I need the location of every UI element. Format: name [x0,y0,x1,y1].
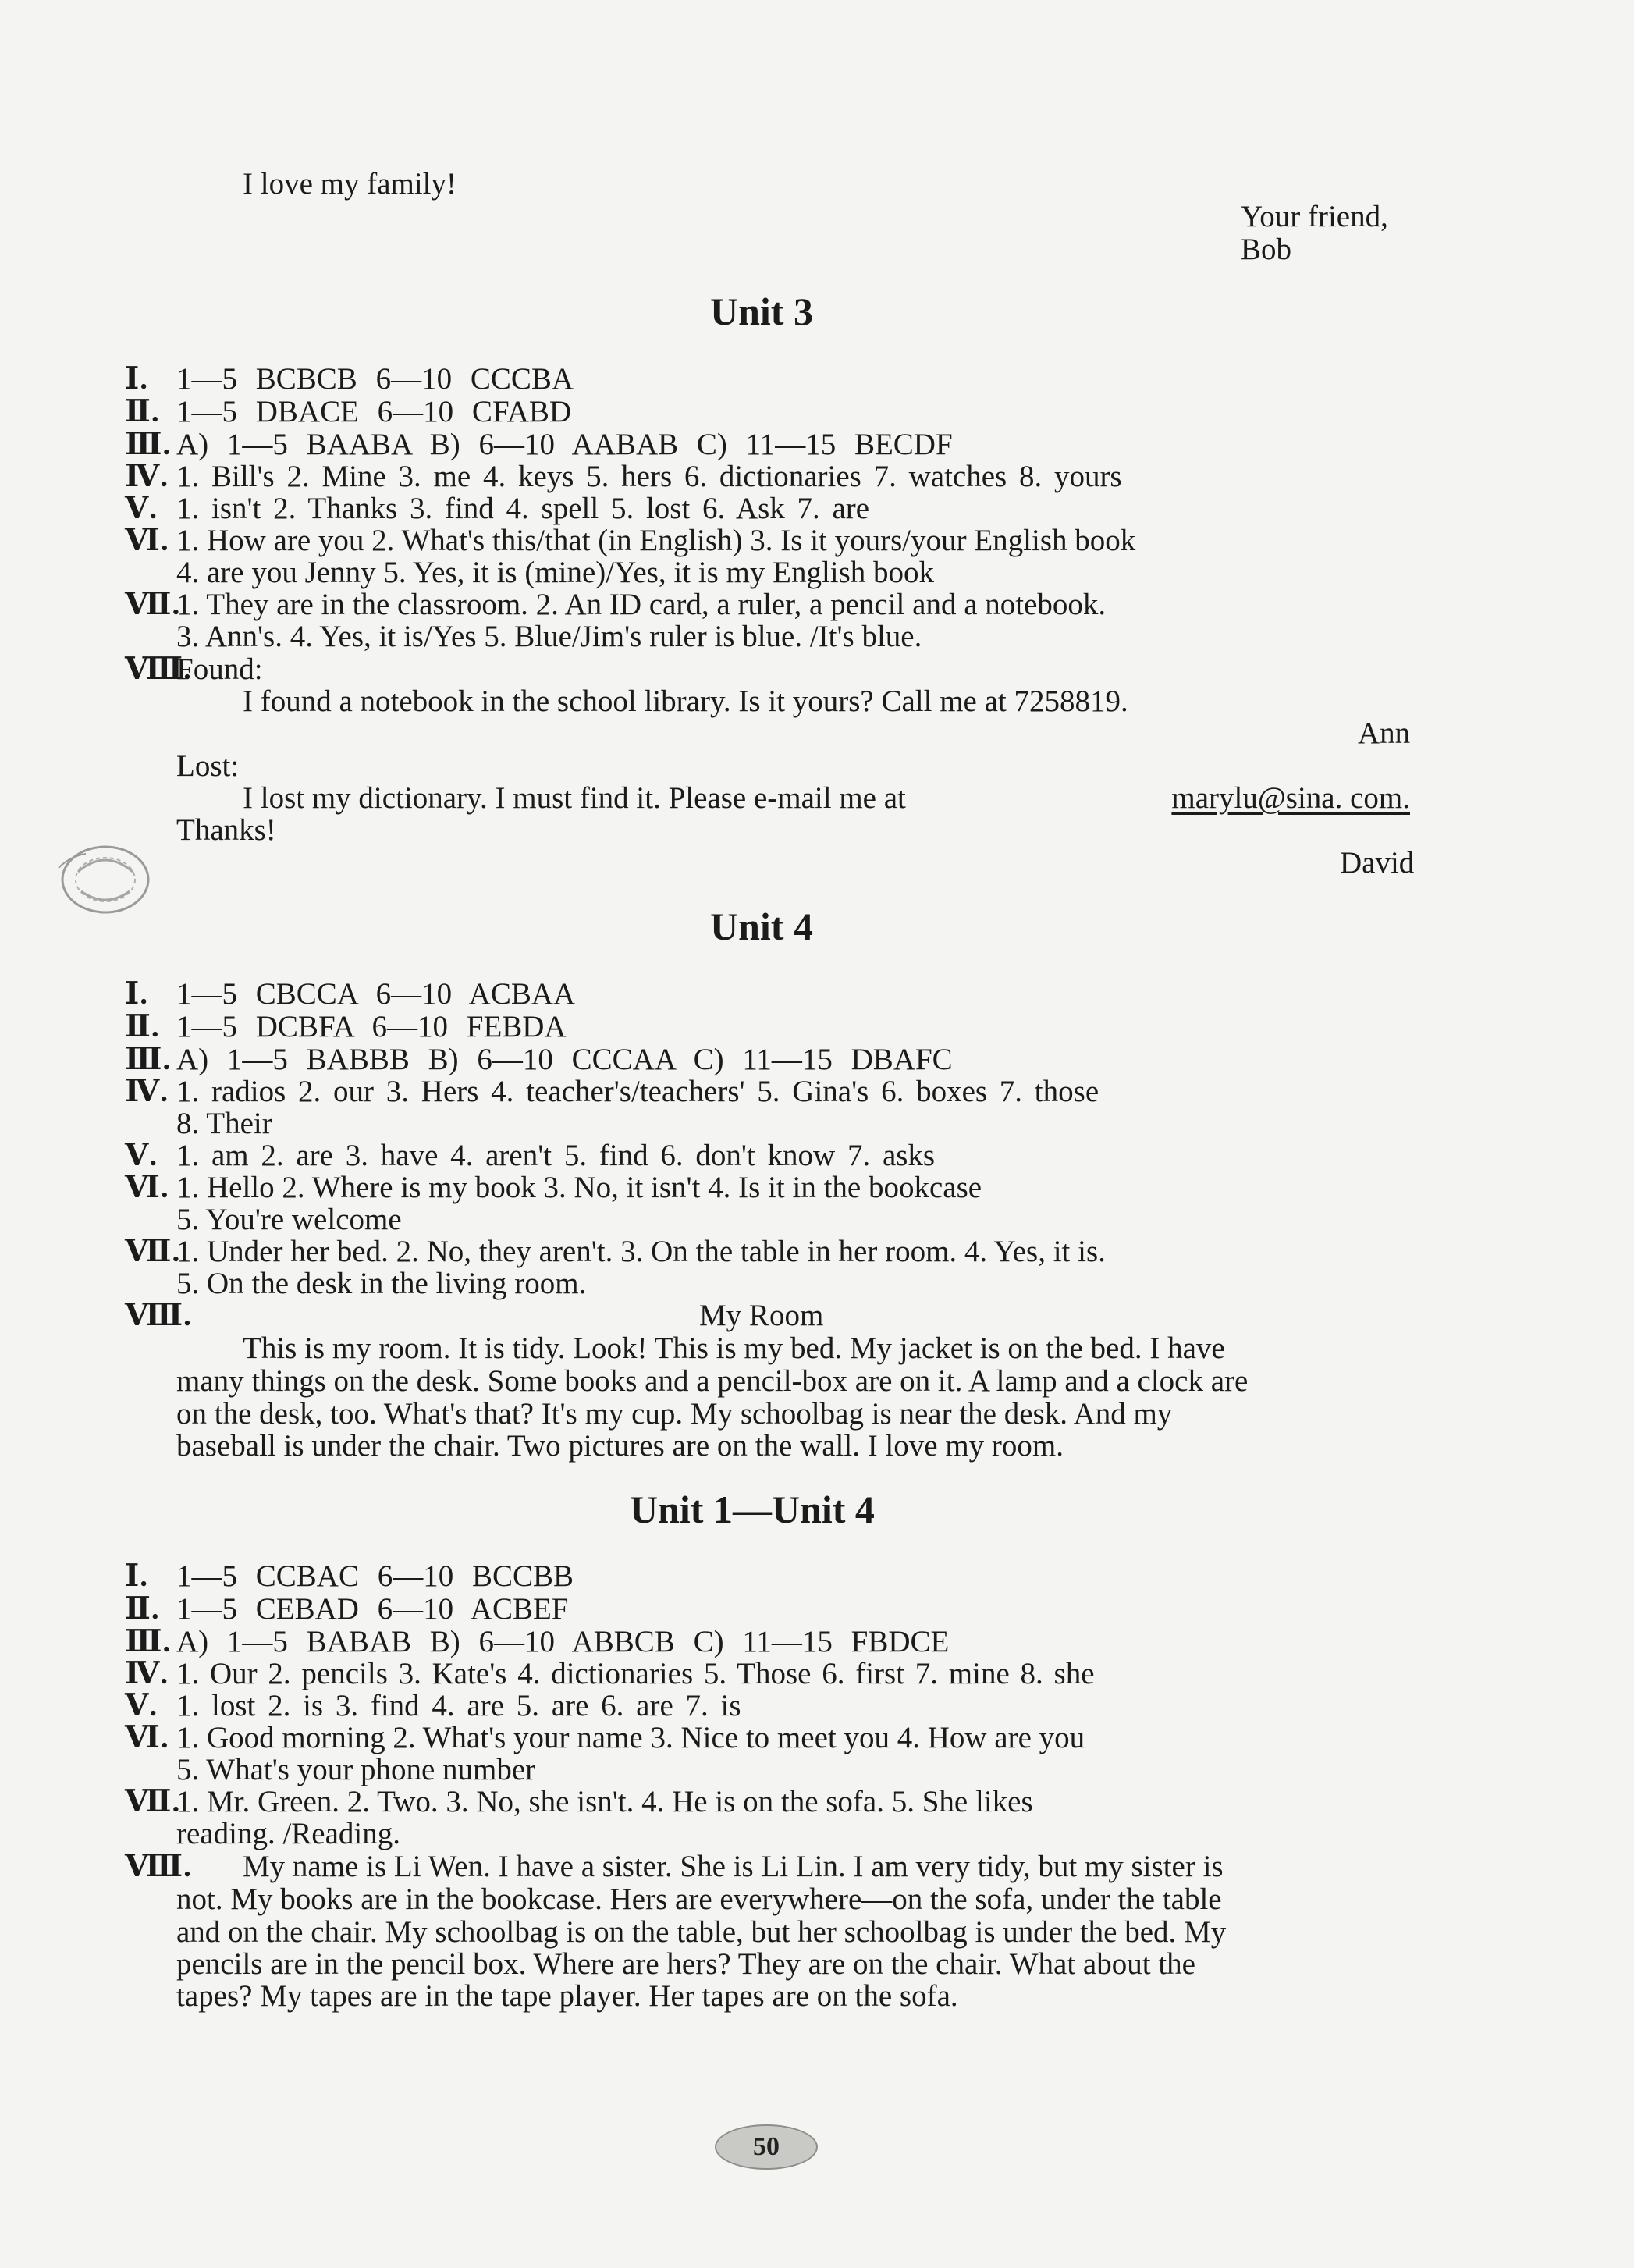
unit4-num-2: Ⅱ. [125,1010,160,1043]
unit4-row-10: 5. On the desk in the living room. [176,1267,587,1300]
unit3-title: Unit 3 [710,290,813,333]
review-num-5: Ⅴ. [125,1689,158,1722]
unit4-row-1: 1—5 CBCCA 6—10 ACBAA [176,977,576,1011]
lost-email: marylu@sina. com. [1171,781,1410,815]
essay-line-4: baseball is under the chair. Two pictures are on the wall. I love my room. [176,1429,1064,1463]
stamp-logo-icon [55,837,156,922]
unit4-row-9: 1. Under her bed. 2. No, they aren't. 3. On the table in her room. 4. Yes, it is. [176,1235,1106,1268]
review-num-8: Ⅶ. [125,1785,181,1818]
signoff-name: Bob [1241,233,1292,266]
review-essay-line-2: not. My books are in the bookcase. Hers are everywhere—on the sofa, under the table [176,1882,1222,1916]
lost-name: David [1340,846,1415,880]
unit3-num-2: Ⅱ. [125,395,160,428]
essay-title: My Room [699,1299,824,1332]
unit4-num-9: Ⅶ. [125,1235,181,1268]
unit3-row-9: 3. Ann's. 4. Yes, it is/Yes 5. Blue/Jim's ruler is blue. /It's blue. [176,620,922,653]
review-row-8: 1. Mr. Green. 2. Two. 3. No, she isn't. 4. He is on the sofa. 5. She likes [176,1785,1033,1818]
essay-line-3: on the desk, too. What's that? It's my cup. My schoolbag is near the desk. And my [176,1397,1173,1431]
found-text: I found a notebook in the school library. Is it yours? Call me at 7258819. [243,684,1128,718]
unit4-num-1: Ⅰ. [125,977,148,1011]
unit4-row-8: 5. You're welcome [176,1203,402,1236]
found-name: Ann [1358,716,1411,750]
closing-line: I love my family! [243,167,457,201]
essay-line-2: many things on the desk. Some books and a pencil-box are on it. A lamp and a clock are [176,1364,1249,1398]
review-num-2: Ⅱ. [125,1592,160,1626]
unit3-row-5: 1. isn't 2. Thanks 3. find 4. spell 5. lost 6. Ask 7. are [176,492,870,525]
page-number: 50 [715,2124,818,2170]
review-essay-line-3: and on the chair. My schoolbag is on the table, but her schoolbag is under the bed. My [176,1915,1227,1949]
unit3-row-6: 1. How are you 2. What's this/that (in English) 3. Is it yours/your English book [176,524,1136,557]
unit3-row-3: A) 1—5 BAABA B) 6—10 AABAB C) 11—15 BECDF [176,428,953,461]
review-row-3: A) 1—5 BABAB B) 6—10 ABBCB C) 11—15 FBDCE [176,1625,950,1658]
unit3-num-6: Ⅵ. [125,524,169,557]
review-title: Unit 1—Unit 4 [630,1488,875,1531]
review-row-5: 1. lost 2. is 3. find 4. are 5. are 6. are 7. is [176,1689,741,1722]
unit4-row-3: A) 1—5 BABBB B) 6—10 CCCAA C) 11—15 DBAFC [176,1043,953,1076]
review-row-2: 1—5 CEBAD 6—10 ACBEF [176,1592,569,1626]
essay-line-1: This is my room. It is tidy. Look! This is my bed. My jacket is on the bed. I have [243,1331,1225,1365]
review-row-9: reading. /Reading. [176,1817,400,1850]
review-num-8-writing: Ⅷ. [125,1850,192,1883]
found-label: Found: [176,652,263,686]
unit3-num-1: Ⅰ. [125,362,148,396]
review-row-6: 1. Good morning 2. What's your name 3. Nice to meet you 4. How are you [176,1721,1085,1754]
review-num-3: Ⅲ. [125,1625,172,1658]
review-num-6: Ⅵ. [125,1721,169,1754]
unit4-row-7: 1. Hello 2. Where is my book 3. No, it isn't 4. Is it in the bookcase [176,1171,982,1204]
signoff: Your friend, [1241,200,1388,233]
unit3-row-7: 4. are you Jenny 5. Yes, it is (mine)/Yes, it is my English book [176,556,935,589]
unit4-title: Unit 4 [710,905,813,948]
unit4-row-5: 8. Their [176,1107,272,1140]
unit4-num-6: Ⅴ. [125,1139,158,1172]
review-essay-line-1: My name is Li Wen. I have a sister. She is Li Lin. I am very tidy, but my sister is [243,1850,1224,1883]
unit3-num-8-writing: Ⅷ. [125,652,192,686]
unit4-row-2: 1—5 DCBFA 6—10 FEBDA [176,1010,567,1043]
unit3-num-4: Ⅳ. [125,460,169,493]
lost-line [243,783,1410,813]
lost-thanks: Thanks! [176,813,276,847]
unit4-row-4: 1. radios 2. our 3. Hers 4. teacher's/teachers' 5. Gina's 6. boxes 7. those [176,1075,1099,1108]
unit3-row-1: 1—5 BCBCB 6—10 CCCBA [176,362,574,396]
unit3-num-5: Ⅴ. [125,492,158,525]
review-row-4: 1. Our 2. pencils 3. Kate's 4. dictionaries 5. Those 6. first 7. mine 8. she [176,1657,1095,1690]
unit3-row-2: 1—5 DBACE 6—10 CFABD [176,395,572,428]
unit3-num-8: Ⅶ. [125,588,181,621]
review-row-7: 5. What's your phone number [176,1753,536,1786]
review-num-4: Ⅳ. [125,1657,169,1690]
review-essay-line-5: tapes? My tapes are in the tape player. Her tapes are on the sofa. [176,1979,958,2013]
unit4-num-7: Ⅵ. [125,1171,169,1204]
unit3-row-4: 1. Bill's 2. Mine 3. me 4. keys 5. hers 6. dictionaries 7. watches 8. yours [176,460,1122,493]
lost-text: I lost my dictionary. I must find it. Please e-mail me at [243,781,906,815]
unit3-num-3: Ⅲ. [125,428,172,461]
lost-label: Lost: [176,749,240,783]
review-num-1: Ⅰ. [125,1559,148,1593]
unit4-row-6: 1. am 2. are 3. have 4. aren't 5. find 6. don't know 7. asks [176,1139,936,1172]
unit4-num-3: Ⅲ. [125,1043,172,1076]
unit3-row-8: 1. They are in the classroom. 2. An ID card, a ruler, a pencil and a notebook. [176,588,1107,621]
review-row-1: 1—5 CCBAC 6—10 BCCBB [176,1559,574,1593]
unit4-num-8-writing: Ⅷ. [125,1299,192,1332]
unit4-num-4: Ⅳ. [125,1075,169,1108]
review-essay-line-4: pencils are in the pencil box. Where are hers? They are on the chair. What about the [176,1947,1195,1981]
